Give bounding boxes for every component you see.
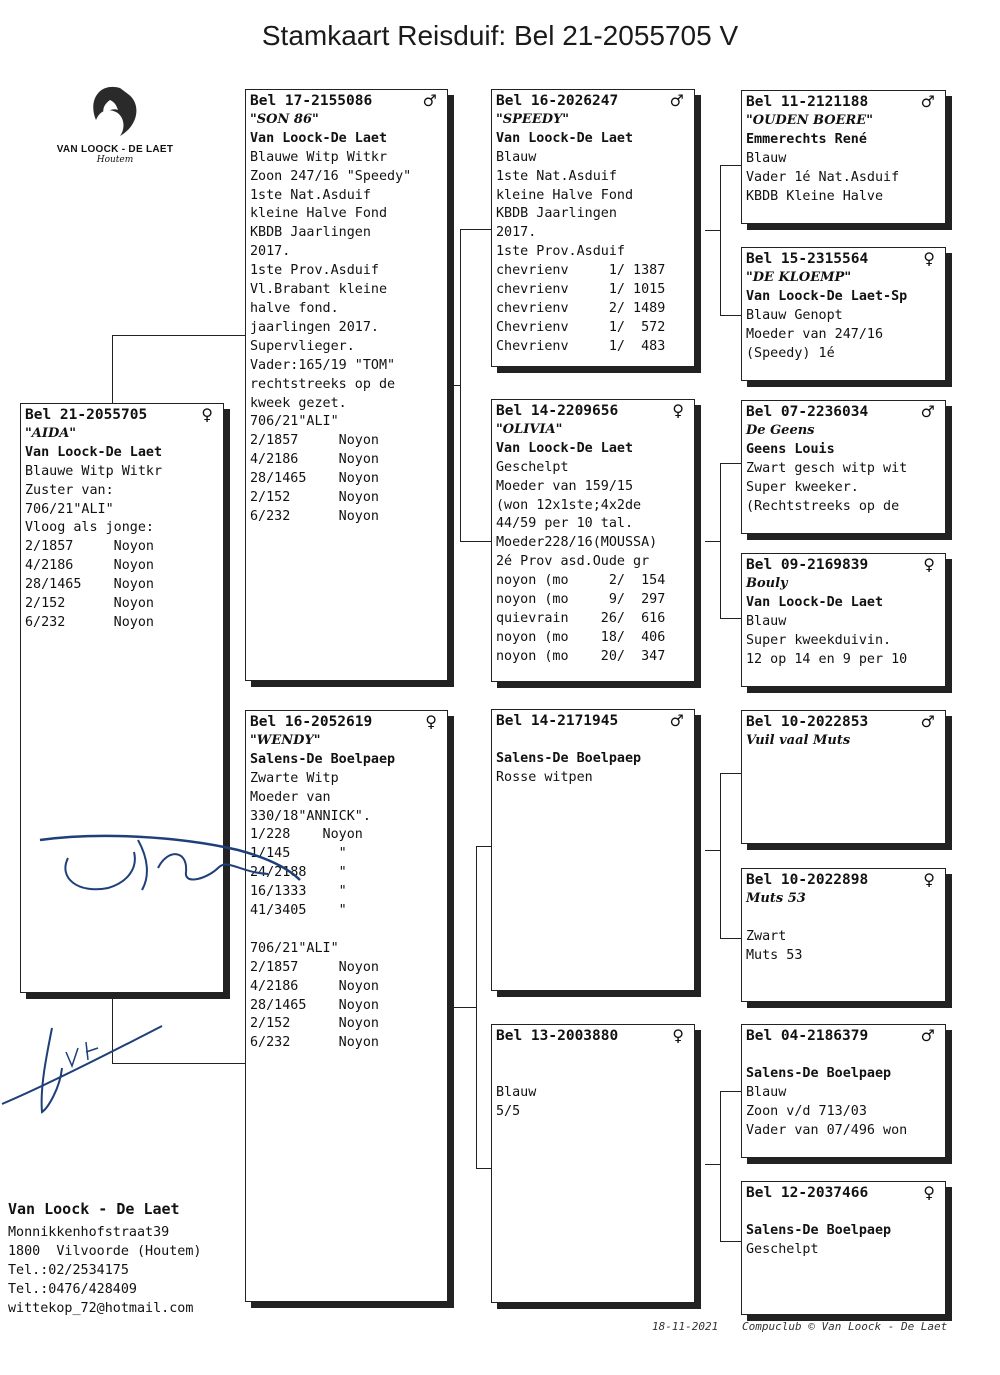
pigeon-name: "SPEEDY" xyxy=(496,111,570,127)
connector xyxy=(720,773,721,938)
pigeon-header xyxy=(746,1027,941,1046)
connector xyxy=(476,1168,491,1169)
pigeon-detail-line: 4/2186 Noyon xyxy=(250,452,379,468)
pigeon-header xyxy=(746,871,941,890)
pigeon-name xyxy=(746,1203,941,1222)
ring-number: Bel 09-2169839 xyxy=(746,557,869,573)
pigeon-header xyxy=(746,556,941,575)
male-icon: ♂ xyxy=(920,712,935,731)
female-icon: ♀ xyxy=(672,401,684,420)
connector xyxy=(720,463,741,464)
pigeon-detail-line: Muts 53 xyxy=(746,947,803,963)
pigeon-header xyxy=(250,713,443,732)
pigeon-name: Bouly xyxy=(746,575,788,591)
pigeon-detail-line: Moeder van 159/15 xyxy=(496,478,634,494)
breeder-name: Emmerechts René xyxy=(746,131,867,147)
pigeon-detail-line: 16/1333 " xyxy=(250,884,347,900)
breeder-name xyxy=(496,1065,690,1084)
pigeon-card-ddd xyxy=(741,1181,946,1315)
pigeon-detail-line: kleine Halve Fond xyxy=(496,187,634,203)
connector xyxy=(112,335,246,336)
ring-number: Bel 13-2003880 xyxy=(496,1028,619,1044)
pigeon-card-sire-dam xyxy=(491,399,695,682)
breeder-name: Van Loock-De Laet xyxy=(496,130,634,146)
pigeon-detail-line: 2017. xyxy=(496,225,537,241)
connector xyxy=(705,230,721,231)
pigeon-detail-line: 6/232 Noyon xyxy=(250,1035,379,1051)
connector xyxy=(705,1164,721,1165)
pigeon-detail-line: Zwart gesch witp wit xyxy=(746,460,908,476)
pigeon-detail-line: Zuster van: xyxy=(25,482,114,498)
pigeon-detail-line: (Rechtstreeks op de xyxy=(746,498,900,514)
pigeon-detail-line: Vloog als jonge: xyxy=(25,520,154,536)
pigeon-card-dds xyxy=(741,1024,946,1158)
ring-number: Bel 12-2037466 xyxy=(746,1185,869,1201)
signature-scribble xyxy=(38,828,318,908)
connector xyxy=(453,385,461,386)
owner-phone: Tel.:02/2534175 xyxy=(8,1263,129,1278)
male-icon: ♂ xyxy=(920,92,935,111)
pigeon-detail-line: 2/152 Noyon xyxy=(25,596,154,612)
pigeon-detail-line: Moeder van 247/16 xyxy=(746,326,884,342)
pigeon-name xyxy=(496,1046,690,1065)
owner-name: Van Loock - De Laet xyxy=(8,1200,180,1218)
pigeon-card-ssd xyxy=(741,247,946,381)
logo-text: VAN LOOCK - DE LAET xyxy=(56,144,174,155)
male-icon: ♂ xyxy=(920,402,935,421)
pigeon-detail-line: KBDB Kleine Halve xyxy=(746,188,884,204)
pigeon-detail-line: Zoon v/d 713/03 xyxy=(746,1103,867,1119)
pigeon-header xyxy=(496,1027,690,1046)
pigeon-detail-line xyxy=(250,921,443,940)
pigeon-detail-line: 1ste Nat.Asduif xyxy=(496,168,617,184)
pigeon-detail-line: 706/21"ALI" xyxy=(250,414,339,430)
pigeon-card-dam xyxy=(245,710,448,1302)
pigeon-name: "AIDA" xyxy=(25,425,77,441)
pigeon-detail-line: 1ste Prov.Asduif xyxy=(496,244,625,260)
female-icon: ♀ xyxy=(923,249,935,268)
connector xyxy=(476,846,491,847)
pigeon-card-sire xyxy=(245,89,448,681)
breeder-name: Geens Louis xyxy=(746,441,835,457)
pigeon-detail-line: 4/2186 Noyon xyxy=(25,558,154,574)
pigeon-detail-line: chevrienv 2/ 1489 xyxy=(496,300,666,316)
pigeon-detail-line: 28/1465 Noyon xyxy=(250,997,379,1013)
logo xyxy=(50,80,180,165)
pigeon-detail-line: 1ste Prov.Asduif xyxy=(250,263,379,279)
breeder-name: Van Loock-De Laet xyxy=(496,440,634,456)
female-icon: ♀ xyxy=(425,712,437,731)
breeder-name: Van Loock-De Laet xyxy=(746,594,884,610)
connector xyxy=(112,335,113,403)
male-icon: ♂ xyxy=(669,91,684,110)
male-icon: ♂ xyxy=(669,711,684,730)
pigeon-detail-line: 6/232 Noyon xyxy=(250,508,379,524)
connector xyxy=(460,541,491,542)
pigeon-detail-line: 41/3405 " xyxy=(250,903,347,919)
pigeon-detail-line: 24/2188 " xyxy=(250,865,347,881)
pigeon-detail-line: Blauw xyxy=(496,149,537,165)
pigeon-detail-line: quievrain 26/ 616 xyxy=(496,610,666,626)
pigeon-header xyxy=(746,250,941,269)
pigeon-header xyxy=(496,92,690,111)
connector xyxy=(720,1241,741,1242)
pigeon-detail-line: Zwart xyxy=(746,928,787,944)
pigeon-detail-line: 2/152 Noyon xyxy=(250,1016,379,1032)
ring-number: Bel 11-2121188 xyxy=(746,94,869,110)
breeder-name: Van Loock-De Laet-Sp xyxy=(746,288,908,304)
pigeon-detail-line: noyon (mo 18/ 406 xyxy=(496,629,666,645)
breeder-name xyxy=(746,909,941,928)
pigeon-detail-line: 330/18"ANNICK". xyxy=(250,808,371,824)
breeder-name: Van Loock-De Laet xyxy=(25,444,163,460)
pigeon-detail-line: chevrienv 1/ 1387 xyxy=(496,263,666,279)
pigeon-header xyxy=(746,1184,941,1203)
pigeon-detail-line: Zwarte Witp xyxy=(250,770,339,786)
breeder-name: Salens-De Boelpaep xyxy=(746,1065,892,1081)
owner-info xyxy=(8,1200,201,1318)
pigeon-name xyxy=(496,731,690,750)
pigeon-header xyxy=(25,406,219,425)
pigeon-detail-line: 2/152 Noyon xyxy=(250,490,379,506)
logo-subtext: Houtem xyxy=(96,155,134,165)
pigeon-detail-line: 2/1857 Noyon xyxy=(25,539,154,555)
connector xyxy=(720,165,721,315)
pigeon-detail-line: 2é Prov asd.Oude gr xyxy=(496,554,650,570)
breeder-name: Salens-De Boelpaep xyxy=(746,1222,892,1238)
connector xyxy=(720,1091,741,1092)
connector xyxy=(720,773,741,774)
pigeon-detail-line: halve fond. xyxy=(250,300,339,316)
pigeon-detail-line: Blauw xyxy=(746,613,787,629)
pigeon-detail-line: chevrienv 1/ 1015 xyxy=(496,282,666,298)
ring-number: Bel 17-2155086 xyxy=(250,93,373,109)
pigeon-detail-line: noyon (mo 2/ 154 xyxy=(496,573,666,589)
breeder-name xyxy=(746,751,941,770)
pigeon-detail-line: rechtstreeks op de xyxy=(250,376,396,392)
pigeon-detail-line: Vl.Brabant kleine xyxy=(250,282,388,298)
pigeon-detail-line: Blauwe Witp Witkr xyxy=(250,149,388,165)
pigeon-detail-line: Super kweekduivin. xyxy=(746,632,892,648)
pigeon-card-sire-sire xyxy=(491,89,695,367)
pigeon-detail-line: noyon (mo 9/ 297 xyxy=(496,592,666,608)
pigeon-detail-line: 2/1857 Noyon xyxy=(250,433,379,449)
female-icon: ♀ xyxy=(672,1026,684,1045)
breeder-name: Salens-De Boelpaep xyxy=(496,750,642,766)
pigeon-detail-line: Chevrienv 1/ 483 xyxy=(496,338,666,354)
ring-number: Bel 16-2026247 xyxy=(496,93,619,109)
pigeon-card-dss xyxy=(741,710,946,844)
pigeon-detail-line: Vader van 07/496 won xyxy=(746,1122,908,1138)
pigeon-card-dsd xyxy=(741,868,946,1002)
pigeon-detail-line: 2017. xyxy=(250,244,291,260)
pigeon-detail-line: Vader:165/19 "TOM" xyxy=(250,357,396,373)
owner-city: 1800 Vilvoorde (Houtem) xyxy=(8,1244,202,1259)
pigeon-detail-line: (Speedy) 1é xyxy=(746,345,835,361)
connector xyxy=(720,315,741,316)
pigeon-detail-line: 5/5 xyxy=(496,1103,521,1119)
pigeon-detail-line: Moeder228/16(MOUSSA) xyxy=(496,535,658,551)
pigeon-name: "OLIVIA" xyxy=(496,421,563,437)
footer-credit: Compuclub © Van Loock - De Laet xyxy=(742,1320,948,1333)
ring-number: Bel 10-2022853 xyxy=(746,714,869,730)
pigeon-name: "WENDY" xyxy=(250,732,321,748)
female-icon: ♀ xyxy=(923,870,935,889)
pigeon-detail-line: (won 12x1ste;4x2de xyxy=(496,497,642,513)
pigeon-detail-line: 28/1465 Noyon xyxy=(25,577,154,593)
pigeon-name: Muts 53 xyxy=(746,890,806,906)
pigeon-header xyxy=(250,92,443,111)
connector xyxy=(460,229,491,230)
pigeon-header xyxy=(746,403,941,422)
pigeon-detail-line: Geschelpt xyxy=(496,459,569,475)
pigeon-card-dam-dam xyxy=(491,1024,695,1303)
pigeon-detail-line: Rosse witpen xyxy=(496,769,593,785)
pigeon-name: "OUDEN BOERE" xyxy=(746,112,873,128)
ring-number: Bel 14-2209656 xyxy=(496,403,619,419)
pigeon-detail-line: kweek gezet. xyxy=(250,395,347,411)
pigeon-detail-line: 28/1465 Noyon xyxy=(250,471,379,487)
pigeon-name: "SON 86" xyxy=(250,111,319,127)
pigeon-detail-line: Supervlieger. xyxy=(250,338,355,354)
connector xyxy=(720,618,741,619)
pigeon-detail-line: Vader 1é Nat.Asduif xyxy=(746,169,900,185)
pigeon-card-dam-sire xyxy=(491,709,695,991)
ring-number: Bel 07-2236034 xyxy=(746,404,869,420)
pigeon-detail-line: Super kweeker. xyxy=(746,479,859,495)
pigeon-detail-line: 12 op 14 en 9 per 10 xyxy=(746,651,908,667)
pigeon-detail-line: 1/228 Noyon xyxy=(250,827,363,843)
pigeon-detail-line: noyon (mo 20/ 347 xyxy=(496,648,666,664)
page-title: Stamkaart Reisduif: Bel 21-2055705 V xyxy=(261,20,739,51)
pigeon-detail-line: 4/2186 Noyon xyxy=(250,978,379,994)
signature-initials xyxy=(0,1018,170,1118)
pigeon-detail-line: 44/59 per 10 tal. xyxy=(496,516,634,532)
pigeon-detail-line: Blauw xyxy=(746,150,787,166)
pigeon-detail-line: jaarlingen 2017. xyxy=(250,319,379,335)
ring-number: Bel 15-2315564 xyxy=(746,251,869,267)
male-icon: ♂ xyxy=(920,1026,935,1045)
pigeon-card-sds xyxy=(741,400,946,534)
connector xyxy=(720,1091,721,1241)
pigeon-detail-line: Blauw xyxy=(746,1084,787,1100)
pigeon-detail-line: Blauwe Witp Witkr xyxy=(25,463,163,479)
pigeon-card-sdd xyxy=(741,553,946,687)
connector xyxy=(705,850,721,851)
breeder-name: Salens-De Boelpaep xyxy=(250,751,396,767)
pigeon-detail-line: KBDB Jaarlingen xyxy=(250,225,371,241)
male-icon: ♂ xyxy=(422,91,437,110)
ring-number: Bel 10-2022898 xyxy=(746,872,869,888)
connector xyxy=(720,938,741,939)
breeder-name: Van Loock-De Laet xyxy=(250,130,388,146)
female-icon: ♀ xyxy=(923,1183,935,1202)
female-icon: ♀ xyxy=(201,405,213,424)
pigeon-detail-line: Moeder van xyxy=(250,789,331,805)
pigeon-detail-line: Blauw xyxy=(496,1084,537,1100)
pigeon-name xyxy=(746,1046,941,1065)
pigeon-card-sss xyxy=(741,90,946,224)
connector xyxy=(453,1007,477,1008)
ring-number: Bel 04-2186379 xyxy=(746,1028,869,1044)
pigeon-detail-line: Blauw Genopt xyxy=(746,307,843,323)
ring-number: Bel 14-2171945 xyxy=(496,713,619,729)
owner-mobile: Tel.:0476/428409 xyxy=(8,1282,137,1297)
pigeon-detail-line: Zoon 247/16 "Speedy" xyxy=(250,168,412,184)
connector xyxy=(705,541,721,542)
ring-number: Bel 21-2055705 xyxy=(25,407,148,423)
pigeon-detail-line: KBDB Jaarlingen xyxy=(496,206,617,222)
owner-street: Monnikkenhofstraat39 xyxy=(8,1225,170,1240)
pigeon-detail-line: 1ste Nat.Asduif xyxy=(250,187,371,203)
pigeon-detail-line: 706/21"ALI" xyxy=(25,501,114,517)
pigeon-name: "DE KLOEMP" xyxy=(746,269,852,285)
owner-email: wittekop_72@hotmail.com xyxy=(8,1301,194,1316)
pigeon-detail-line: 2/1857 Noyon xyxy=(250,959,379,975)
pigeon-name: De Geens xyxy=(746,422,815,438)
pigeon-header xyxy=(746,713,941,732)
ring-number: Bel 16-2052619 xyxy=(250,714,373,730)
pigeon-detail-line: 6/232 Noyon xyxy=(25,614,154,630)
pigeon-detail-line: 706/21"ALI" xyxy=(250,940,339,956)
pigeon-header xyxy=(496,712,690,731)
pigeon-name: Vuil vaal Muts xyxy=(746,732,851,748)
footer-date: 18-11-2021 xyxy=(652,1320,719,1333)
connector xyxy=(720,165,741,166)
pigeon-header xyxy=(496,402,690,421)
pigeon-detail-line: Geschelpt xyxy=(746,1241,819,1257)
pigeon-detail-line: kleine Halve Fond xyxy=(250,206,388,222)
female-icon: ♀ xyxy=(923,555,935,574)
pigeon-header xyxy=(746,93,941,112)
pigeon-detail-line: 1/145 " xyxy=(250,846,347,862)
pigeon-detail-line: Chevrienv 1/ 572 xyxy=(496,319,666,335)
dove-logo-icon xyxy=(80,80,150,140)
